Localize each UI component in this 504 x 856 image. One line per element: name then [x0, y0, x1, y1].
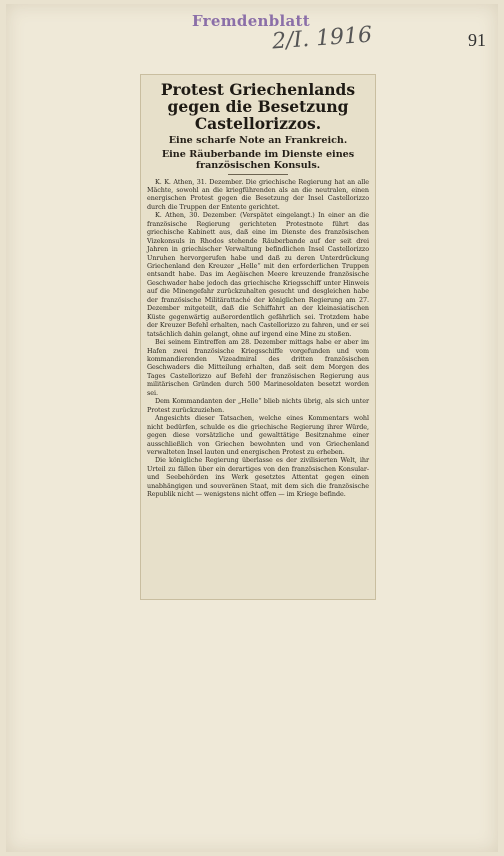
article-headline: Protest Griechenlands gegen die Besetzung Castellorizzos. [160, 80, 356, 133]
article-paragraph: Angesichts dieser Tatsachen, welche eines Kommentars wohl nicht bedürfen, schulde es die griechische Regierung ihrer Würde, gegen diese vorsätzliche und gewalttätige Besitznahme einer ausschließlich von Griechen bewohnten und von Griechenland verwalteten Insel lauten und energischen Protest zu erheben. [147, 414, 369, 456]
article-paragraph: Dem Kommandanten der „Helle“ blieb nichts übrig, als sich unter Protest zurückzuziehen. [147, 397, 369, 414]
article-subhead-2: Eine Räuberbande im Dienste eines französischen Konsuls. [161, 148, 355, 171]
article-paragraph: Bei seinem Eintreffen am 28. Dezember mittags habe er aber im Hafen zwei französische Kriegsschiffe vorgefunden und vom kommandierenden Vizeadmiral des dritten französischen Geschwaders die Mitteilung erhalten, daß seit dem Morgen des Tages Castellorizzo auf Befehl der französischen Regierung aus militärischen Gründen durch 500 Marinesoldaten besetzt worden sei. [147, 338, 369, 397]
newspaper-clipping [140, 74, 376, 600]
article-paragraph: Die königliche Regierung überlasse es der zivilisierten Welt, ihr Urteil zu fällen über ein derartiges von den französischen Konsular- und Seebehörden ins Werk gesetztes Attentat gegen einen unabhängigen und souveränen Staat, mit dem sich die französische Republik nicht — wenigstens nicht offen — im Kriege befinde. [147, 456, 369, 499]
handwritten-date: 2/I. 1916 [271, 22, 373, 55]
article-paragraph: K. K. Athen, 31. Dezember. Die griechische Regierung hat an alle Mächte, sowohl an die kriegführenden als an die neutralen, einen energischen Protest gegen die Besetzung der Insel Castellorizzo durch die Truppen der Entente gerichtet. [147, 177, 369, 211]
page-number: 91 [468, 30, 486, 50]
newspaper-source-stamp: Fremdenblatt [192, 12, 311, 30]
article-subhead-1: Eine scharfe Note an Frankreich. [168, 135, 348, 146]
archive-page [6, 4, 498, 852]
divider [228, 174, 288, 175]
article-paragraph: K. Athen, 30. Dezember. (Verspätet eingelangt.) In einer an die französische Regierung gerichteten Protestnote führt das griechische Kabinett aus, daß eine im Dienste des französischen Vizekonsuls in Rhodos stehende Räuberbande auf der seit drei Jahren in griechischer Verwaltung befindlichen Insel Castellorizzo Unruhen hervorgerufen habe und daß zu deren Unterdrückung Griechenland den Kreuzer „Helle“ mit den erforderlichen Truppen entsandt habe. Das im Aegäischen Meere kreuzende französische Geschwader habe jedoch das griechische Kriegsschiff unter Hinweis auf die Minengefahr zurückzuhalten gesucht und desgleichen habe der französische Militärattaché der königlichen Regierung am 27. Dezember mitgeteilt, daß die Schiffahrt an der kleinasiatischen Küste gegenwärtig außerordentlich gefährlich sei. Trotzdem habe der Kreuzer Befehl erhalten, nach Castellorizzo zu fahren, und er sei tatsächlich dahin gelangt, ohne auf irgend eine Mine zu stoßen. [147, 211, 369, 338]
